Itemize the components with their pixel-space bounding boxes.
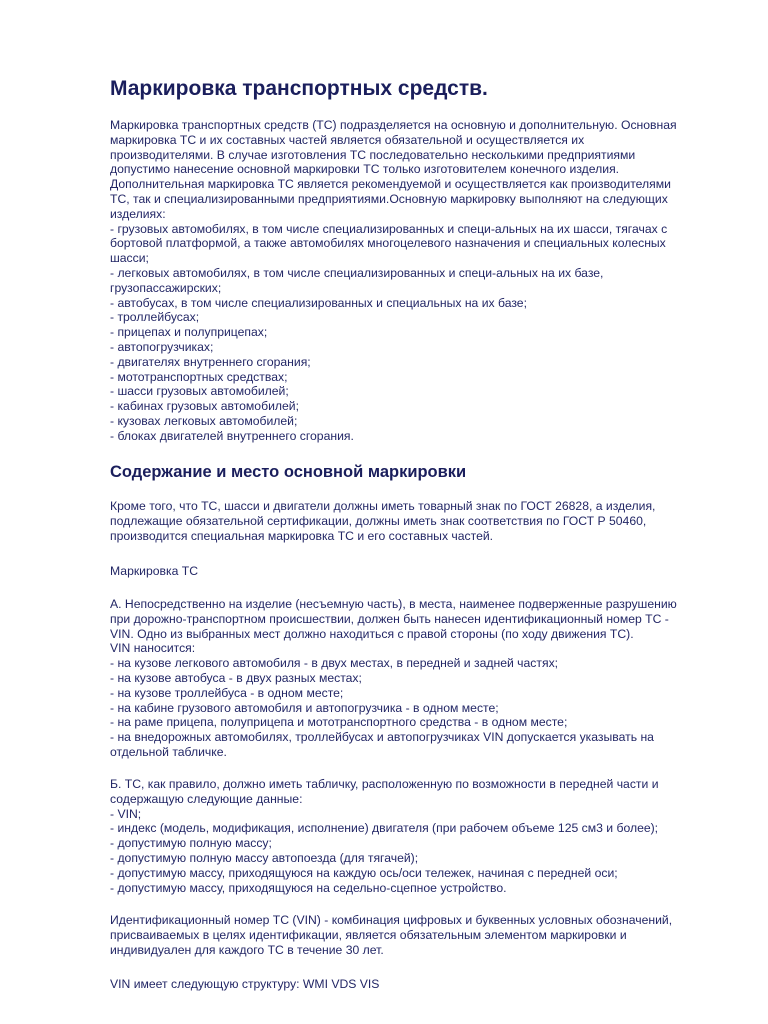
text-line: маркировка ТС и их составных частей является обязательной и осуществляется их <box>110 132 585 147</box>
text-line: шасси; <box>110 251 149 266</box>
text-line: - троллейбусах; <box>110 310 200 325</box>
text-line: - на кузове автобуса - в двух разных местах; <box>110 670 362 685</box>
marking-label-text: Маркировка ТС <box>110 564 199 578</box>
text-line: отдельной табличке. <box>110 744 227 759</box>
vin-definition-paragraph <box>110 913 722 957</box>
text-line: ТС, так и специализированными предприятиями.Основную маркировку выполняют на следующих <box>110 191 668 206</box>
text-line: - двигателях внутреннего сгорания; <box>110 354 311 369</box>
text-line: индивидуален для каждого ТС в течение 30 лет. <box>110 942 384 957</box>
text-line: Маркировка транспортных средств (ТС) подразделяется на основную и дополнительную. Основная <box>110 118 677 132</box>
text-line: - VIN; <box>110 806 142 821</box>
text-line: - автобусах, в том числе специализированных и специальных на их базе; <box>110 295 527 310</box>
text-line: Кроме того, что ТС, шасси и двигатели должны иметь товарный знак по ГОСТ 26828, а изделия, <box>110 499 656 513</box>
marking-label <box>110 564 722 579</box>
text-line: - на кузове легкового автомобиля - в двух местах, в передней и задней частях; <box>110 656 559 671</box>
text-line: - допустимую массу, приходящуюся на каждую ось/оси тележек, начиная с передней оси; <box>110 865 618 880</box>
text-line: - кузовах легковых автомобилей; <box>110 413 298 428</box>
text-line: VIN наносится: <box>110 641 196 656</box>
text-line: - кабинах грузовых автомобилей; <box>110 399 299 414</box>
text-line: подлежащие обязательной сертификации, должны иметь знак соответствия по ГОСТ Р 50460, <box>110 513 647 528</box>
text-line: содержащую следующие данные: <box>110 791 303 806</box>
text-line: - на раме прицепа, полуприцепа и мототранспортного средства - в одном месте; <box>110 715 568 730</box>
text-line: грузопассажирских; <box>110 280 222 295</box>
text-line: VIN. Одно из выбранных мест должно находиться с правой стороны (по ходу движения ТС). <box>110 626 634 641</box>
document-title: Маркировка транспортных средств. <box>110 77 488 100</box>
text-line: производится специальная маркировка ТС и его составных частей. <box>110 528 494 543</box>
text-line: производителями. В случае изготовления ТС последовательно несколькими предприятиями <box>110 147 636 162</box>
text-line: - прицепах и полуприцепах; <box>110 325 268 340</box>
part-b-paragraph <box>110 777 722 895</box>
text-line: - мототранспортных средствах; <box>110 369 288 384</box>
text-line: - индекс (модель, модификация, исполнение) двигателя (при рабочем объеме 125 см3 и более); <box>110 821 659 836</box>
section-heading: Содержание и место основной маркировки <box>110 463 467 481</box>
part-a-paragraph <box>110 597 722 760</box>
text-line: - допустимую массу, приходящуюся на седельно-сцепное устройство. <box>110 880 507 895</box>
text-line: присваиваемых в целях идентификации, является обязательным элементом маркировки и <box>110 927 627 942</box>
text-line: бортовой платформой, а также автомобилях многоцелевого назначения и специальных колесных <box>110 236 666 251</box>
text-line: - на кабине грузового автомобиля и автопогрузчика - в одном месте; <box>110 700 499 715</box>
text-line: Дополнительная маркировка ТС является рекомендуемой и осуществляется как производителями <box>110 177 671 192</box>
text-line: - допустимую полную массу; <box>110 836 272 851</box>
text-line: Б. ТС, как правило, должно иметь табличку, расположенную по возможности в передней части и <box>110 777 659 791</box>
text-line: допустимо нанесение основной маркировки ТС только изготовителем конечного изделия. <box>110 162 620 177</box>
text-line: - автопогрузчиках; <box>110 339 214 354</box>
text-line: при дорожно-транспортном происшествии, должен быть нанесен идентификационный номер ТС - <box>110 611 669 626</box>
text-line: - шасси грузовых автомобилей; <box>110 384 289 399</box>
text-line: - блоках двигателей внутреннего сгорания. <box>110 428 354 443</box>
vin-structure-text: VIN имеет следующую структуру: WMI VDS VIS <box>110 977 380 991</box>
text-line: - на кузове троллейбуса - в одном месте; <box>110 685 344 700</box>
text-line: Идентификационный номер ТС (VIN) - комбинация цифровых и буквенных условных обозначений, <box>110 913 673 927</box>
text-line: - допустимую полную массу автопоезда (для тягачей); <box>110 850 419 865</box>
text-line: - на внедорожных автомобилях, троллейбусах и автопогрузчиках VIN допускается указывать на <box>110 730 654 745</box>
intro-paragraph <box>110 118 722 444</box>
section-intro-paragraph <box>110 499 722 543</box>
text-line: - легковых автомобилях, в том числе специализированных и специ-альных на их базе, <box>110 265 604 280</box>
text-line: изделиях: <box>110 206 166 221</box>
text-line: - грузовых автомобилях, в том числе специализированных и специ-альных на их шасси, тягачах с <box>110 221 668 236</box>
vin-structure <box>110 977 722 992</box>
text-line: А. Непосредственно на изделие (несъемную часть), в места, наименее подверженные разрушению <box>110 597 677 611</box>
